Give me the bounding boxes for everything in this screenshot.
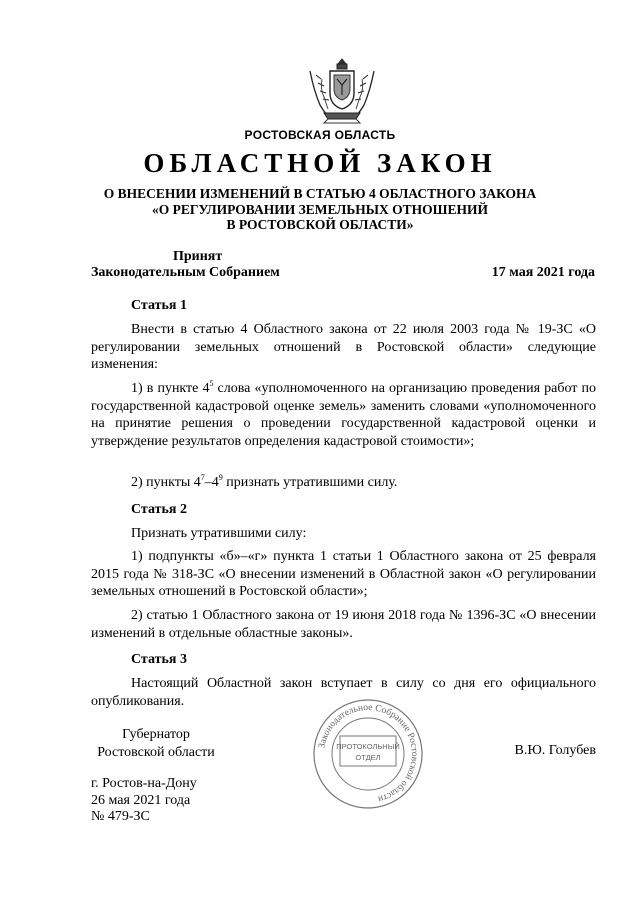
city: г. Ростов-на-Дону [91,776,197,791]
article-3-heading: Статья 3 [131,652,187,667]
stamp-box-line: ПРОТОКОЛЬНЫЙ [336,742,400,751]
adopted-label: Принят [173,249,223,264]
governor-title [91,726,221,761]
item-text: слова «уполномоченного на организацию проведения работ по государственной кадастровой оценке земель» заменить словами «уполномоченного на принятие решения о проведении государственной кадастровой оценки и утверждение результатов определения кадастровой стоимости»; [91,381,596,449]
article-1-item-1 [91,380,596,450]
coat-of-arms-icon [304,57,380,125]
superscript: 5 [209,379,214,388]
region-name: РОСТОВСКАЯ ОБЛАСТЬ [244,128,396,142]
governor-name: В.Ю. Голубев [514,743,596,758]
document-title: ОБЛАСТНОЙ ЗАКОН [143,148,497,178]
article-1-intro: Внести в статью 4 Областного закона от 22 июля 2003 года № 19-ЗС «О регулировании земельных отношений в Ростовской области» следующие изменения: [91,322,596,373]
item-text: 1) в пункте 4 [131,381,210,396]
subtitle-line: В РОСТОВСКОЙ ОБЛАСТИ» [226,217,414,232]
law-subtitle [0,186,640,233]
article-1-heading: Статья 1 [131,298,187,313]
stamp-box-line: ОТДЕЛ [355,753,381,762]
article-2-heading: Статья 2 [131,502,187,517]
article-2-item-2: 2) статью 1 Областного закона от 19 июня 2018 года № 1396-ЗС «О внесении изменений в отдельные областные законы». [91,608,596,641]
law-number: № 479-ЗС [91,809,150,824]
governor-title-line: Ростовской области [97,744,215,760]
place-date-number [91,776,197,826]
stamp-ring-textpath: Законодательное Собрание Ростовской области [317,702,420,804]
subtitle-line: «О РЕГУЛИРОВАНИИ ЗЕМЕЛЬНЫХ ОТНОШЕНИЙ [151,201,488,217]
article-3-text: Настоящий Областной закон вступает в силу со дня его официального опубликования. [91,676,596,709]
item-text: 2) пункты 4 [131,475,201,490]
item-text: признать утратившими силу. [222,475,398,490]
superscript: 9 [218,473,223,482]
official-stamp-icon [312,698,424,810]
article-2-item-1: 1) подпункты «б»–«г» пункта 1 статьи 1 Областного закона от 25 февраля 2015 года № 318-ЗС «О внесении изменений в Областной закон «О регулировании земельных отношений в Ростовской области»; [91,549,596,600]
adoption-date: 17 мая 2021 года [491,265,595,280]
item-text: –4 [204,475,219,490]
subtitle-line: О ВНЕСЕНИИ ИЗМЕНЕНИЙ В СТАТЬЮ 4 ОБЛАСТНОГО ЗАКОНА [103,186,537,201]
governor-title-line: Губернатор [122,727,190,742]
signing-date: 26 мая 2021 года [91,792,191,808]
superscript: 7 [200,473,205,482]
adopted-by: Законодательным Собранием [91,265,280,280]
article-2-intro: Признать утратившими силу: [131,526,307,541]
article-1-item-2 [91,474,596,492]
